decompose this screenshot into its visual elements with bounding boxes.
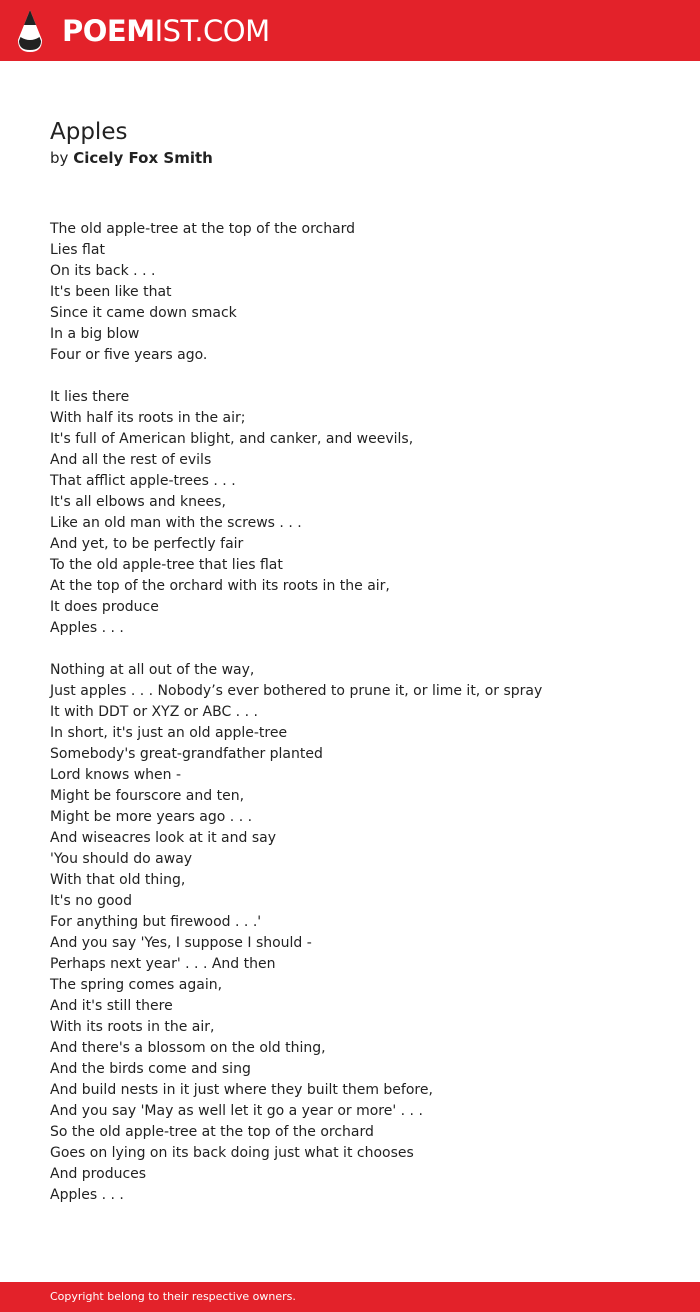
poem-line: It does produce [50,599,159,615]
poem-line: That afflict apple-trees . . . [50,473,236,489]
poem-line: It's full of American blight, and canker, and weevils, [50,431,414,447]
poem-line: And yet, to be perfectly fair [50,536,244,552]
poem-body [50,219,670,1227]
poem-line: Lord knows when - [50,767,182,783]
poem-line: With its roots in the air, [50,1019,215,1035]
poem-line: Apples . . . [50,1187,124,1203]
poem-line: And produces [50,1166,147,1182]
poem-author: Cicely Fox Smith [73,149,213,167]
poem-line: Somebody's great-grandfather planted [50,746,323,762]
poem-line: And it's still there [50,998,173,1014]
poem-line: With that old thing, [50,872,186,888]
poem-line: Like an old man with the screws . . . [50,515,302,531]
logo-light-text: IST.COM [154,14,270,48]
poem-line: With half its roots in the air; [50,410,246,426]
poem-line: To the old apple-tree that lies flat [50,557,283,573]
poem-line: And you say 'Yes, I suppose I should - [50,935,312,951]
poem-line: Apples . . . [50,620,124,636]
poem-line: At the top of the orchard with its roots in the air, [50,578,390,594]
poem-line: And all the rest of evils [50,452,212,468]
poem-line: It's all elbows and knees, [50,494,226,510]
poem-line: Lies flat [50,242,105,258]
poem-line: Just apples . . . Nobody’s ever bothered to prune it, or lime it, or spray [50,683,543,699]
poem-line: It with DDT or XYZ or ABC . . . [50,704,258,720]
poem-stanza [50,660,670,1206]
logo-bold-text: POEM [62,14,155,48]
poem-line: Perhaps next year' . . . And then [50,956,276,972]
poem-line: And wiseacres look at it and say [50,830,276,846]
poem-line: The old apple-tree at the top of the orchard [50,221,356,237]
poem-line: In short, it's just an old apple-tree [50,725,288,741]
poem-line: And there's a blossom on the old thing, [50,1040,326,1056]
poem-line: So the old apple-tree at the top of the orchard [50,1124,374,1140]
poem-line: For anything but firewood . . .' [50,914,262,930]
poem-line: Might be fourscore and ten, [50,788,245,804]
poem-line: Might be more years ago . . . [50,809,253,825]
poem-line: It's no good [50,893,133,909]
poem-line: And you say 'May as well let it go a year or more' . . . [50,1103,423,1119]
poem-line: Nothing at all out of the way, [50,662,255,678]
poem-stanza [50,219,670,366]
by-label: by [50,149,69,167]
poem-line: It lies there [50,389,130,405]
site-footer [0,1282,700,1312]
poem-byline [50,148,213,169]
site-header [0,0,700,61]
poem-line: On its back . . . [50,263,156,279]
poem-line: Goes on lying on its back doing just what it chooses [50,1145,414,1161]
poem-line: Four or five years ago. [50,347,208,363]
site-logo[interactable] [62,11,270,51]
poem-line: 'You should do away [50,851,193,867]
poem-line: In a big blow [50,326,140,342]
poem-line: Since it came down smack [50,305,237,321]
poem-line: It's been like that [50,284,172,300]
poem-line: And build nests in it just where they built them before, [50,1082,433,1098]
poem-title: Apples [50,119,128,145]
pencil-tip-icon[interactable] [17,10,43,52]
poem-stanza [50,387,670,639]
copyright-text: Copyright belong to their respective owners. [50,1290,296,1303]
poem-line: The spring comes again, [50,977,223,993]
poem-line: And the birds come and sing [50,1061,251,1077]
